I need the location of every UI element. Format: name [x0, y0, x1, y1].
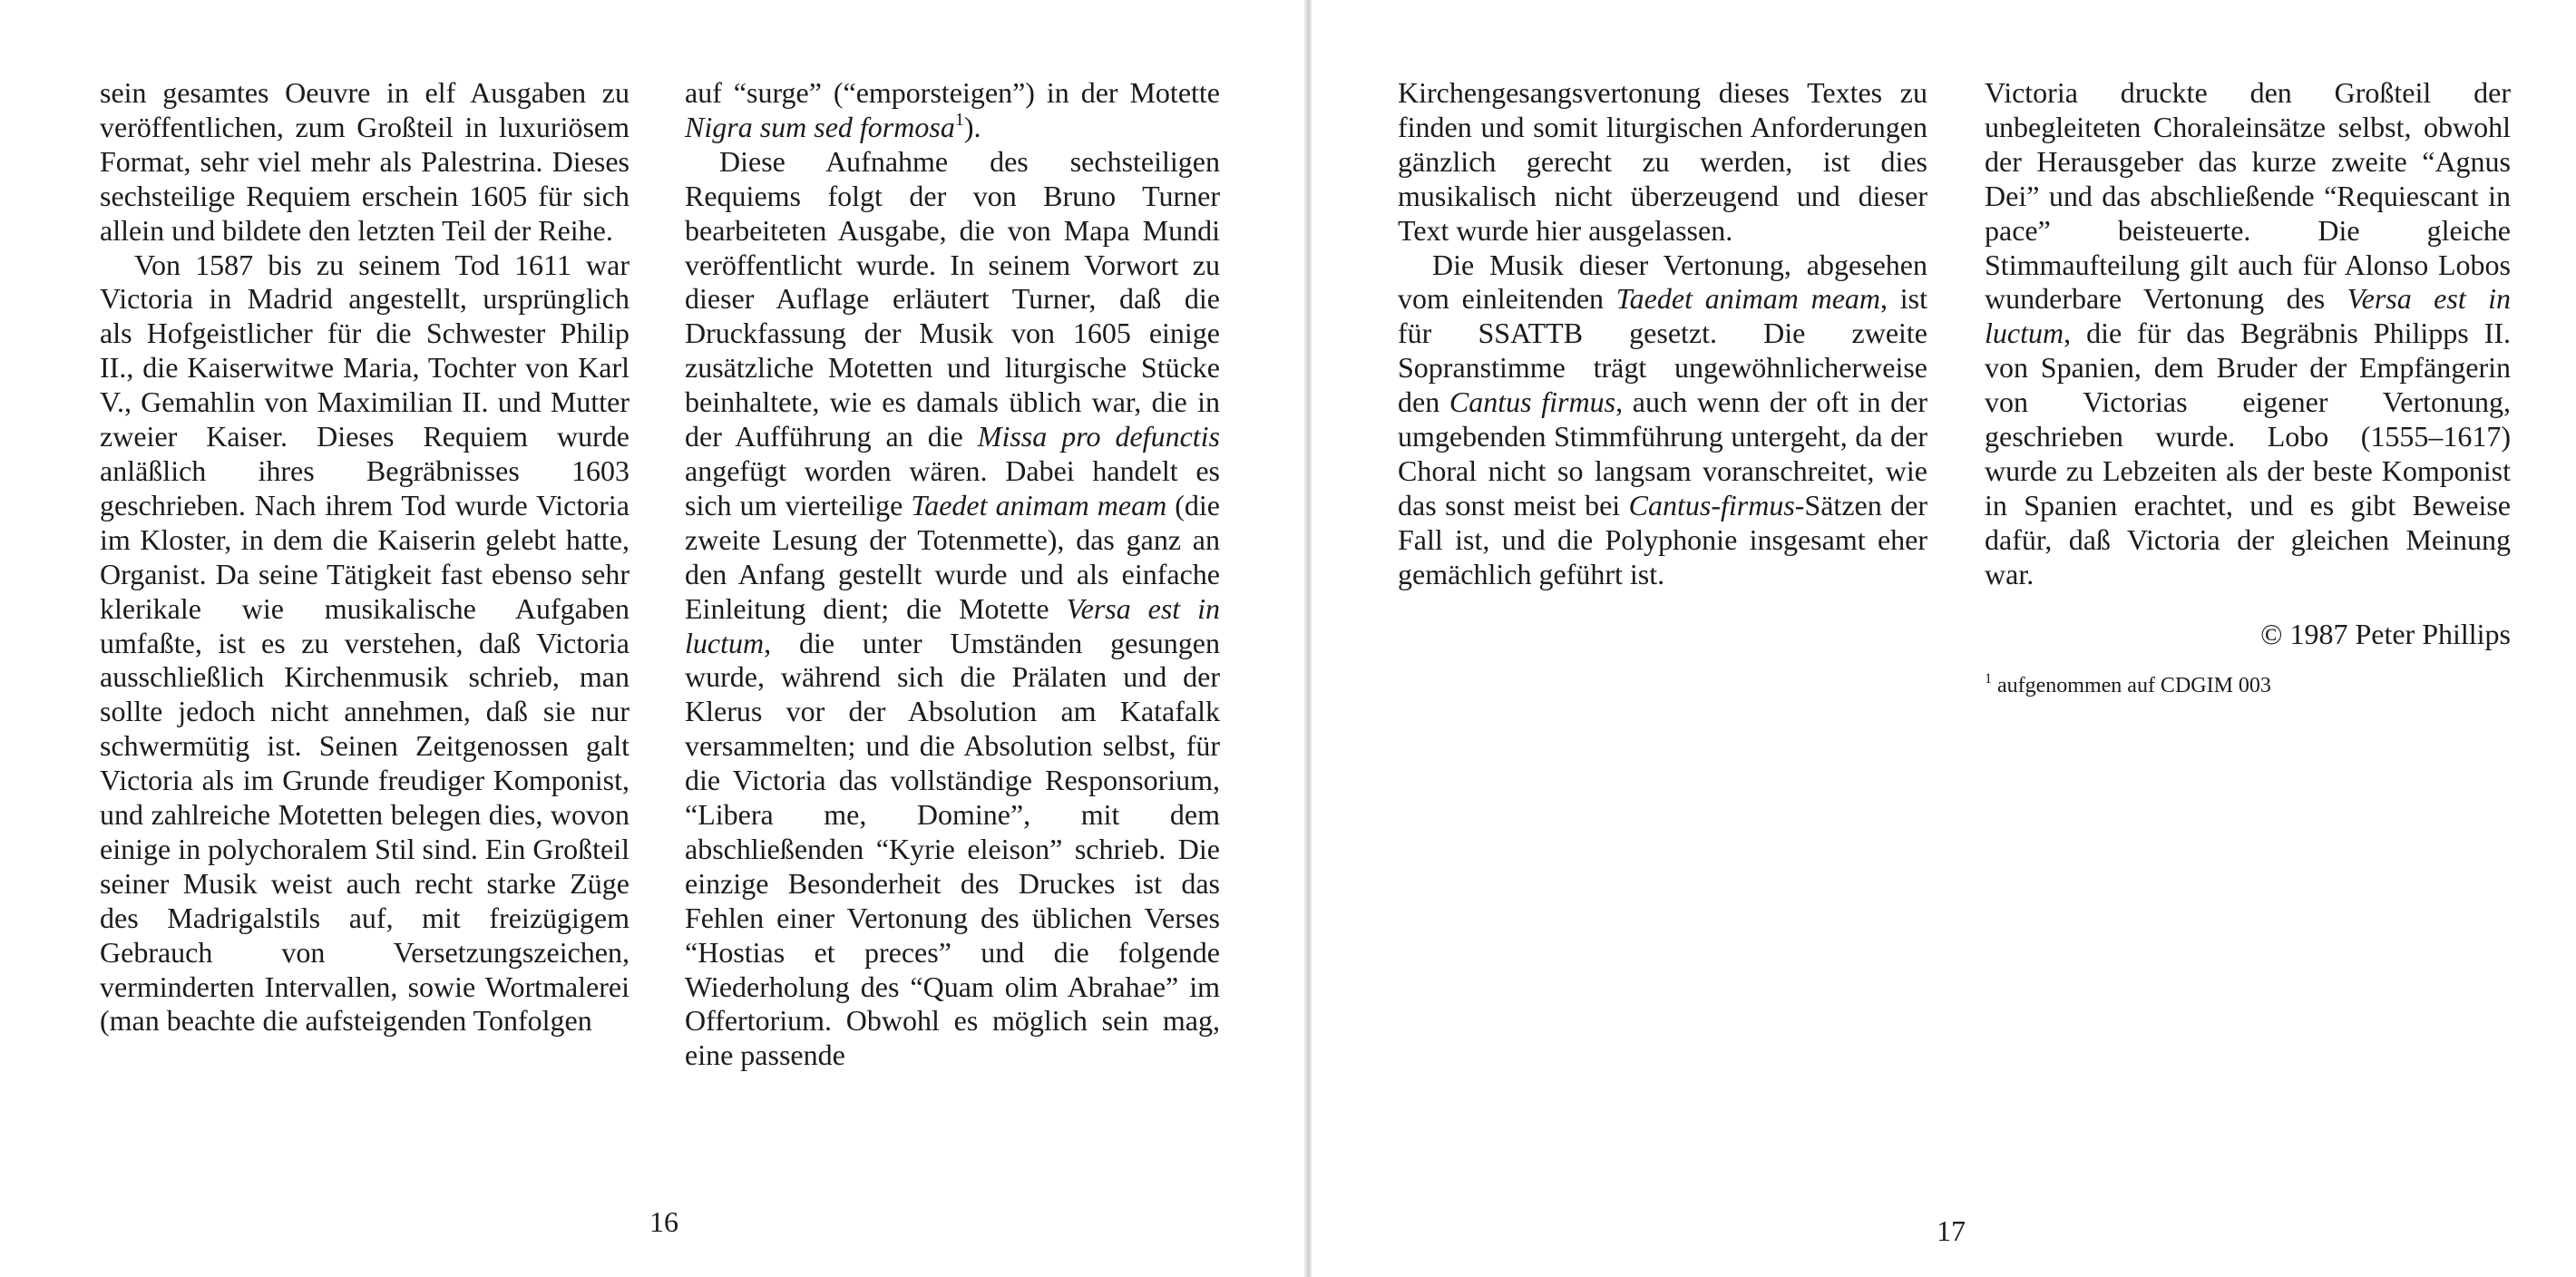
italic-title: Versa est in luctum	[685, 591, 1221, 659]
italic-title: Versa est in luctum	[1985, 282, 2511, 350]
right-page-column-1	[1398, 76, 1927, 592]
paragraph: sein gesamtes Oeuvre in elf Ausgaben zu veröffentlichen, zum Großteil in luxuriösem Format, sehr viel mehr als Palestrina. Dieses sechsteilige Requiem erschein 1605 für sich allein und bildete den letzten Teil der Reihe.	[100, 76, 629, 247]
italic-title: Nigra sum sed formosa	[685, 110, 955, 143]
page-number-left: 16	[649, 1205, 678, 1238]
italic-title: Cantus-firmus	[1628, 488, 1795, 522]
italic-title: Missa pro defunctis	[977, 420, 1220, 453]
paragraph: Von 1587 bis zu seinem Tod 1611 war Victoria in Madrid angestellt, ursprünglich als Hofgeistlicher für die Schwester Philip II., die Kaiserwitwe Maria, Tochter von Karl V., Gemahlin von Maximilian II. und Mutter zweier Kaiser. Dieses Requiem wurde anläßlich ihres Begräbnisses 1603 geschrieben. Nach ihrem Tod wurde Victoria im Kloster, in dem die Kaiserin gelebt hatte, Organist. Da seine Tätigkeit fast ebenso sehr klerikale wie musikalische Aufgaben umfaßte, ist es zu verstehen, daß Victoria ausschließlich Kirchenmusik schrieb, man sollte jedoch nicht annehmen, daß sie nur schwermütig ist. Seinen Zeitgenossen galt Victoria als im Grunde freudiger Komponist, und zahlreiche Motetten belegen dies, wovon einige in polychoralem Stil sind. Ein Großteil seiner Musik weist auch recht starke Züge des Madrigalstils auf, mit freizügigem Gebrauch von Versetzungszeichen, verminderten Intervallen, sowie Wortmalerei (man beachte die aufsteigenden Tonfolgen	[100, 248, 629, 1038]
footnote-mark: 1	[1985, 670, 1992, 687]
italic-title: Taedet animam meam	[1615, 282, 1881, 316]
paragraph: Die Musik dieser Vertonung, abgesehen vom einleitenden Taedet animam meam, ist für SSATTB gesetzt. Die zweite Sopranstimme trägt ungewöhnlicherweise den Cantus firmus, auch wenn der oft in der umgebenden Stimmführung untergeht, da der Choral nicht so langsam voranschreitet, wie das sonst meist bei Cantus-firmus-Sätzen der Fall ist, und die Polyphonie insgesamt eher gemächlich geführt ist.	[1398, 248, 1928, 590]
page-number-right: 17	[1937, 1214, 1966, 1247]
copyright-line: © 1987 Peter Phillips	[2260, 617, 2511, 650]
left-page-column-2	[685, 76, 1220, 1073]
italic-title: Taedet animam meam	[911, 488, 1167, 522]
italic-title: Cantus firmus	[1449, 385, 1616, 419]
footnote-reference: 1	[954, 109, 964, 130]
paragraph: Victoria druckte den Großteil der unbegleiteten Choraleinsätze selbst, obwohl der Herausgeber das kurze zweite “Agnus Dei” und das abschließende “Requiescant in pace” beisteuerte. Die gleiche Stimmaufteilung gilt auch für Alonso Lobos wunderbare Vertonung des Versa est in luctum, die für das Begräbnis Philipps II. von Spanien, dem Bruder der Empfängerin von Victorias eigener Vertonung, geschrieben wurde. Lobo (1555–1617) wurde zu Lebzeiten als der beste Komponist in Spanien erachtet, und es gibt Beweise dafür, daß Victoria der gleichen Meinung war.	[1985, 76, 2511, 590]
paragraph: Kirchengesangsvertonung dieses Textes zu finden und somit liturgischen Anforderungen gänzlich gerecht zu werden, ist dies musikalisch nicht überzeugend und dieser Text wurde hier ausgelassen.	[1398, 76, 1927, 247]
right-page-column-2	[1985, 76, 2511, 699]
page-gutter	[1304, 0, 1312, 1277]
footnote: $^1$ aufgenommen auf CDGIM 003	[1985, 670, 2271, 697]
paragraph: auf “surge” (“emporsteigen”) in der Motette Nigra sum sed formosa$^1$).	[685, 76, 1220, 143]
left-page-column-1	[100, 76, 629, 1038]
paragraph: Diese Aufnahme des sechsteiligen Requiems folgt der von Bruno Turner bearbeiteten Ausgabe, die von Mapa Mundi veröffentlicht wurde. In seinem Vorwort zu dieser Auflage erläutert Turner, daß die Druckfassung der Musik von 1605 einige zusätzliche Motetten und liturgische Stücke beinhaltete, wie es damals üblich war, die in der Aufführung an die Missa pro defunctis angefügt worden wären. Dabei handelt es sich um vierteilige Taedet animam meam (die zweite Lesung der Totenmette), das ganz an den Anfang gestellt wurde und als einfache Einleitung dient; die Motette Versa est in luctum, die unter Umständen gesungen wurde, während sich die Prälaten und der Klerus vor der Absolution am Katafalk versammelten; und die Absolution selbst, für die Victoria das vollständige Responsorium, “Libera me, Domine”, mit dem abschließenden “Kyrie eleison” schrieb. Die einzige Besonderheit des Druckes ist das Fehlen einer Vertonung des üblichen Verses “Hostias et preces” und die folgende Wiederholung des “Quam olim Abrahae” im Offertorium. Obwohl es möglich sein mag, eine passende	[685, 144, 1221, 1072]
